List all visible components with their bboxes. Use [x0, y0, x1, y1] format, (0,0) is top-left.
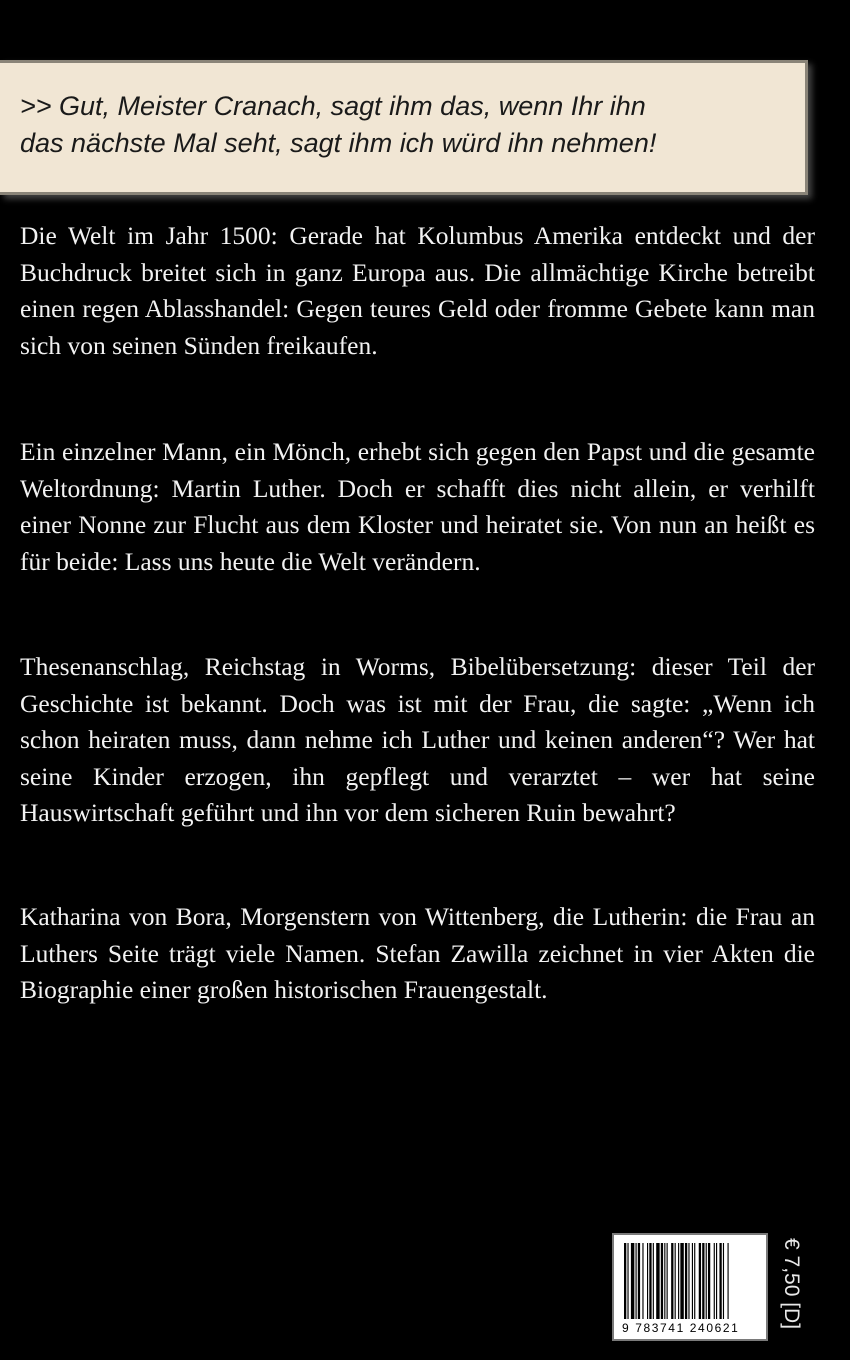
barcode-bar [723, 1243, 724, 1319]
barcode-bar [678, 1243, 679, 1319]
barcode-bar [638, 1243, 640, 1319]
barcode-bar [702, 1243, 704, 1319]
blurb-paragraph-2: Ein einzelner Mann, ein Mönch, erhebt sich gegen den Papst und die gesamte Weltordnung: Martin Luther. Doch er schafft dies nicht allein, er verhilft einer Nonne zur Flucht aus dem Kloster und heiratet sie. Von nun an heißt es für beide: Lass uns heute die Welt verändern. [20, 437, 815, 576]
isbn-barcode [612, 1233, 768, 1341]
barcode-bar [656, 1243, 659, 1319]
barcode-bar [719, 1243, 721, 1319]
blurb-paragraph-3: Thesenanschlag, Reichstag in Worms, Bibelübersetzung: dieser Teil der Geschichte ist bekannt. Doch was ist mit der Frau, die sagte: „Wenn ich schon heiraten muss, dann nehme ich Luther und keinen anderen“? Wer hat seine Kinder erzogen, ihn gepflegt und verarztet – wer hat seine Hauswirtschaft geführt und ihn vor dem sicheren Ruin bewahrt? [20, 652, 815, 827]
barcode-bar [664, 1243, 665, 1319]
barcode-bar [708, 1243, 710, 1319]
barcode-bar [647, 1243, 648, 1319]
blurb-paragraph-4: Katharina von Bora, Morgenstern von Wittenberg, die Lutherin: die Frau an Luthers Seite trägt viele Namen. Stefan Zawilla zeichnet in vier Akten die Biographie einer großen historischen Frauengestalt. [20, 902, 815, 1004]
barcode-bar [728, 1243, 729, 1319]
barcode-bar [627, 1243, 628, 1319]
barcode-bar [716, 1243, 717, 1319]
barcode-bar [706, 1243, 707, 1319]
barcode-bar [636, 1243, 637, 1319]
barcode-bar [624, 1243, 626, 1319]
barcode-bar [675, 1243, 676, 1319]
barcode-bar [685, 1243, 687, 1319]
price-label: € 7,50 [D] [780, 1238, 803, 1330]
quote-box [0, 60, 808, 195]
barcode-bar [631, 1243, 634, 1319]
blurb-paragraph-1: Die Welt im Jahr 1500: Gerade hat Kolumbus Amerika entdeckt und der Buchdruck breitet sich in ganz Europa aus. Die allmächtige Kirche betreibt einen regen Ablasshandel: Gegen teures Geld oder fromme Gebete kann man sich von seinen Sünden freikaufen. [20, 221, 815, 360]
isbn-number: 9 783741 240621 [622, 1321, 740, 1335]
barcode-bar [699, 1243, 701, 1319]
barcode-bars [622, 1243, 760, 1319]
barcode-bar [692, 1243, 693, 1319]
barcode-bar [694, 1243, 695, 1319]
barcode-bar [671, 1243, 673, 1319]
barcode-bar [649, 1243, 651, 1319]
barcode-bar [688, 1243, 689, 1319]
barcode-bar [667, 1243, 668, 1319]
barcode-bar [642, 1243, 643, 1319]
barcode-bar [680, 1243, 683, 1319]
barcode-bar [661, 1243, 663, 1319]
barcode-bar [714, 1243, 715, 1319]
barcode-bar [653, 1243, 654, 1319]
quote-text: >> Gut, Meister Cranach, sagt ihm das, wenn Ihr ihn das nächste Mal seht, sagt ihm ich würd ihn nehmen! [20, 91, 657, 158]
